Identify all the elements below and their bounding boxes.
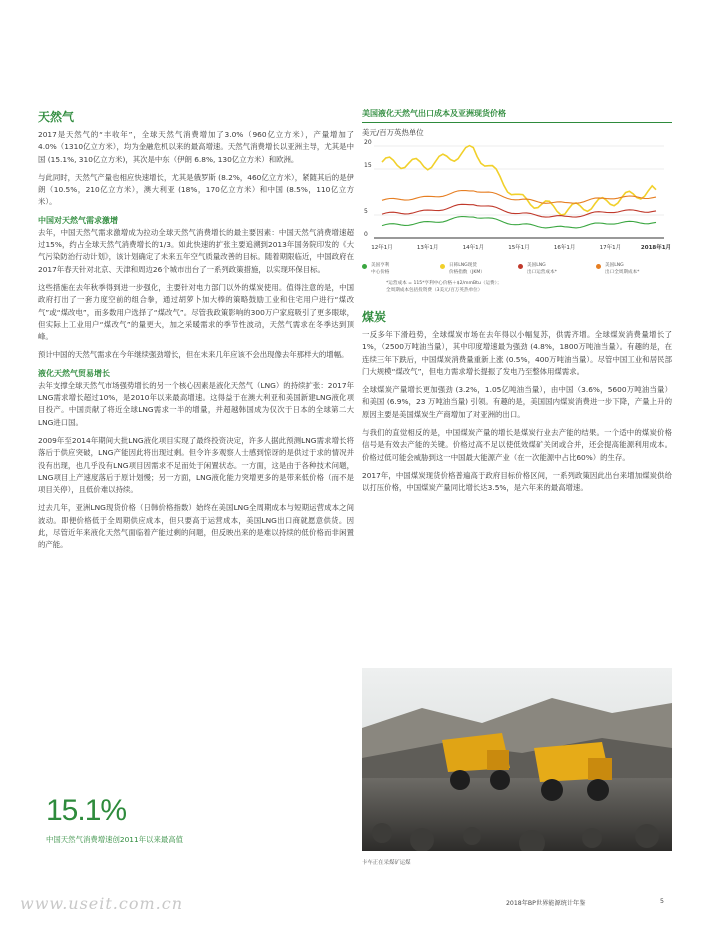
legend-swatch xyxy=(518,264,523,269)
photo-caption: 卡车正在采煤矿运煤 xyxy=(362,860,411,866)
legend-label: 日韩LNG现货 价格指数（JKM） xyxy=(449,263,485,275)
chart-legend xyxy=(362,262,672,276)
paragraph: 全球煤炭产量增长更加强劲 (3.2%，1.05亿吨油当量），由中国（3.6%，5600万吨油当量）和美国 (6.9%，23 万吨油当量) 引领。有趣的是，美国国内煤炭消费进一步下降，产量上升的原因主要是美国煤炭生产商增加了对亚洲的出口。 xyxy=(362,385,672,419)
legend-item xyxy=(596,262,666,276)
y-tick-label: 15 xyxy=(364,162,372,169)
mining-trucks-photo xyxy=(362,668,672,851)
chart-footnote: *运营成本 = 115*亨利中心价格＋$2/mmBtu（运费）； 全周期成本包括投资费（3美元/百万英热单位） xyxy=(386,281,502,293)
right-column xyxy=(362,108,672,501)
section-title-coal: 煤炭 xyxy=(362,310,387,324)
paragraph: 去年支撑全球天然气市场强势增长的另一个核心因素是液化天然气（LNG）的持续扩张：2017年LNG需求增长超过10%，是2010年以来最高增速。这得益于在澳大利亚和美国新建LNG液化项目投产。中国贡献了将近全球LNG需求一半的增量，并超越韩国成为仅次于日本的全球第二大LNG进口国。 xyxy=(38,380,354,427)
paragraph: 与我们的直觉相反的是，中国煤炭产量的增长是煤炭行业去产能的结果。一个适中的煤炭价格信号是有效去产能的关键。价格过高不足以使低效煤矿关闭或合并，还会提高能源利用成本。价格过低可能会威胁到这一中国最大能源产业（在一次能源中占比60%）的生存。 xyxy=(362,428,672,462)
legend-item xyxy=(518,262,588,276)
highlight-stat: 15.1% xyxy=(46,794,127,827)
subheading-lng-trade: 液化天然气贸易增长 xyxy=(38,368,110,378)
watermark: www.useit.com.cn xyxy=(20,894,184,913)
legend-item xyxy=(440,262,510,276)
y-tick-label: 0 xyxy=(364,231,368,238)
paragraph: 过去几年，亚洲LNG现货价格（日韩价格指数）始终在美国LNG全周期成本与短期运营成本之间波动。即便价格低于全周期供应成本，但只要高于运营成本，美国LNG出口商就愿意供货。因此，尽管近年来液化天然气面临着产能过剩的问题，但反映出来的是难以持续的低价格而非闲置的产能。 xyxy=(38,503,354,550)
legend-label: 美国LNG 出口全周期成本* xyxy=(605,263,640,275)
photo-illustration xyxy=(362,668,672,851)
subheading-china-demand: 中国对天然气需求激增 xyxy=(38,215,118,225)
line-chart xyxy=(362,138,672,260)
left-column xyxy=(38,108,354,558)
x-tick-label: 14年1月 xyxy=(462,245,485,251)
x-tick-label: 12年1月 xyxy=(371,245,393,251)
chart-rule xyxy=(362,122,672,123)
paragraph: 与此同时，天然气产量也相应快速增长，尤其是俄罗斯 (8.2%，460亿立方米），紧随其后的是伊朗（10.5%，210亿立方米），澳大利亚 (18%，170亿立方米）和中国 (8.5%，110亿立方米）。 xyxy=(38,172,354,207)
paragraph: 一反多年下滑趋势，全球煤炭市场在去年得以小幅复苏，供需齐增。全球煤炭消费量增长了1%，（2500万吨油当量），其中印度增速最为强劲 (4.8%，1800万吨油当量）。有趣的是，在连续三年下跌后，中国煤炭消费量重新上涨 (0.5%，400万吨油当量）。尽管中国工业和居民部门大规模“煤改气”，但电力需求增长提振了发电乃至整体用煤需求。 xyxy=(362,330,672,376)
page-number: 5 xyxy=(660,898,664,905)
paragraph: 预计中国的天然气需求在今年继续强劲增长，但在未来几年应该不会出现像去年那样大的增幅。 xyxy=(38,350,349,360)
legend-label: 美国LNG 出口运营成本* xyxy=(527,263,557,275)
series-line xyxy=(382,146,656,215)
series-line xyxy=(382,217,656,228)
legend-swatch xyxy=(362,264,367,269)
legend-label: 美国亨利 中心价格 xyxy=(371,263,390,275)
x-tick-label: 17年1月 xyxy=(599,245,622,251)
section-title-natural-gas: 天然气 xyxy=(38,110,75,124)
x-tick-label: 2018年1月 xyxy=(640,245,672,251)
paragraph: 2017是天然气的“丰收年”，全球天然气消费增加了3.0%（960亿立方米），产量增加了4.0%（1310亿立方米），均为金融危机以来的最高增速。天然气消费增长以亚洲主导，尤其是中国 (15.1%, 310亿立方米)，其次是中东（伊朗 6.8%, 130亿立方米）和欧洲。 xyxy=(38,130,354,164)
series-line xyxy=(382,191,656,204)
y-tick-label: 5 xyxy=(364,208,368,215)
y-tick-label: 20 xyxy=(364,139,372,146)
chart-unit: 美元/百万英热单位 xyxy=(362,128,424,137)
x-tick-label: 13年1月 xyxy=(416,245,439,251)
paragraph: 2017年，中国煤炭现货价格普遍高于政府目标价格区间，一系列政策因此出台来增加煤炭供给以打压价格，中国煤炭产量同比增长达3.5%，是六年来的最高增速。 xyxy=(362,470,672,493)
legend-item xyxy=(362,262,432,276)
legend-swatch xyxy=(596,264,601,269)
legend-swatch xyxy=(440,264,445,269)
x-tick-label: 15年1月 xyxy=(508,245,530,251)
footer-text: 2018年BP世界能源统计年鉴 xyxy=(506,900,586,907)
highlight-stat-caption: 中国天然气消费增速创2011年以来最高值 xyxy=(46,835,184,844)
x-tick-label: 16年1月 xyxy=(553,245,576,251)
paragraph: 去年，中国天然气需求激增成为拉动全球天然气消费增长的最主要因素：中国天然气消费增速超过15%，约占全球天然气消费增长的1/3。如此快速的扩张主要追溯到2013年国务院印发的《大气污染防治行动计划》，该计划确定了未来五年空气质量改善的目标。随着期限临近，中国政府在2017年春天针对北京、天津和周边26个城市出台了一系列政策措施，以实现环保目标。 xyxy=(38,227,354,274)
chart-title: 美国液化天然气出口成本及亚洲现货价格 xyxy=(362,109,506,118)
paragraph: 2009年至2014年期间大批LNG液化项目实现了最终投资决定，许多人据此预测LNG需求增长将落后于供应突破，LNG产能因此将出现过剩。但令许多观察人士感到惊讶的是供过于求的情况并没有出现，也几乎没有LNG项目因需求不足而处于闲置状态。一方面，这是由于各种技术问题，LNG项目上产速度落后于原计划慢；另一方面，LNG液化能力突增更多的是带来低价格（而不是项目关停），且低价难以持续。 xyxy=(38,435,354,495)
paragraph: 这些措施在去年秋季得到进一步强化，主要针对电力部门以外的煤炭使用。值得注意的是，中国政府打出了一套力度空前的组合拳，通过胡萝卜加大棒的策略鼓励工业和住宅用户进行“煤改气”或“煤改电”，而多数用户选择了“煤改气”。尽管我政策影响的300万户家庭吸引了更多眼球，但实际上工业用户“煤改气”的量更大，加之采暖需求的季节性波动，天然气需求在冬季达到顶峰。 xyxy=(38,282,354,342)
